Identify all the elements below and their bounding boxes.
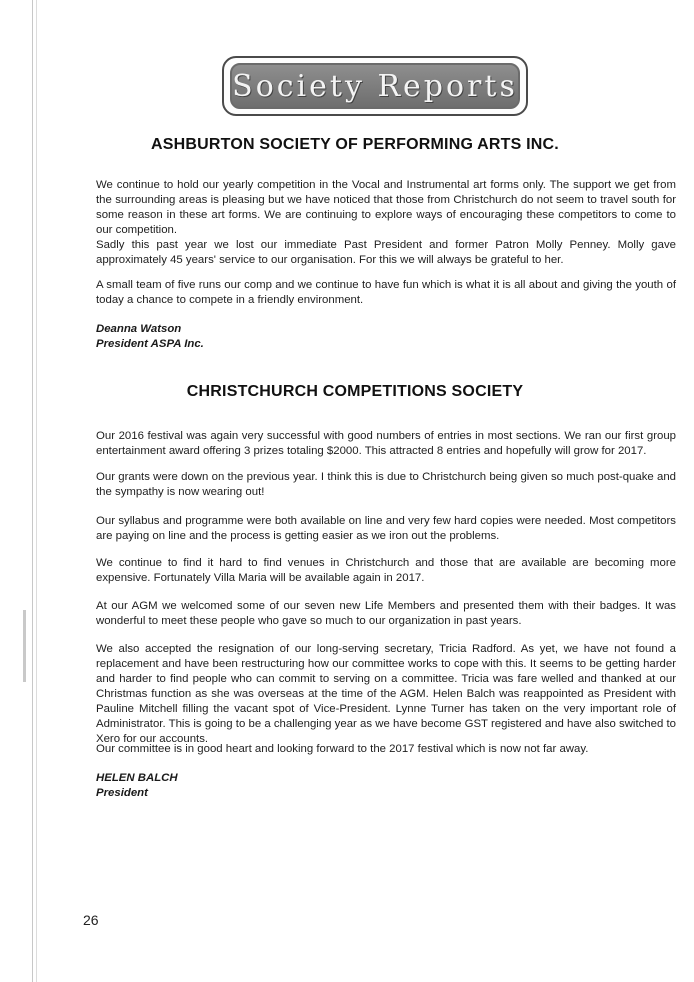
paragraph: Our committee is in good heart and looking forward to the 2017 festival which is now not far away. [96,743,589,755]
scan-edge-mark [23,610,26,682]
paragraph: Our 2016 festival was again very successful with good numbers of entries in most sections. We ran our first group entertainment award offering 3 prizes totaling $2000. This attracted 8 entries and hopefully will grow for 2017. [96,430,676,457]
paragraph: We continue to find it hard to find venues in Christchurch and those that are available are becoming more expensive. Fortunately Villa Maria will be available again in 2017. [96,557,676,584]
paragraph: Our syllabus and programme were both available on line and very few hard copies were needed. Most competitors are paying on line and the process is getting easier as we iron out the problems. [96,515,676,542]
signature-title: President ASPA Inc. [96,338,204,350]
signature-block [96,771,178,801]
section-heading-ashburton: ASHBURTON SOCIETY OF PERFORMING ARTS INC. [151,136,559,153]
signature-name: HELEN BALCH [96,772,178,784]
paragraph: A small team of five runs our comp and we continue to have fun which is what it is all about and giving the youth of today a chance to compete in a friendly environment. [96,279,676,306]
paragraph: We continue to hold our yearly competition in the Vocal and Instrumental art forms only. The support we get from the surrounding areas is pleasing but we have noticed that those from Christchurch do not seem to travel south for some reason in these art forms. We are continuing to explore ways of encouraging these competitors to come to our competition. [96,179,676,236]
paragraph: We also accepted the resignation of our long-serving secretary, Tricia Radford. As yet, we have not found a replacement and have been restructuring how our committee works to cope with this. It seems to be getting harder and harder to find people who can commit to serving on a committee. Tricia was fare welled and thanked at our Christmas function as she was overseas at the time of the AGM. Helen Balch was reappointed as President with Pauline Mitchell filling the vacant spot of Vice-President. Lynne Turner has taken on the very important role of Administrator. This is going to be a challenging year as we have become GST registered and have also switched to Xero for our accounts. [96,643,676,745]
signature-title: President [96,787,148,799]
banner-plate [230,63,520,109]
page-number: 26 [83,912,99,928]
signature-name: Deanna Watson [96,323,182,335]
paragraph: Our grants were down on the previous year. I think this is due to Christchurch being given so much post-quake and the sympathy is now wearing out! [96,471,676,498]
paragraph: Sadly this past year we lost our immediate Past President and former Patron Molly Penney. Molly gave approximately 45 years' service to our organisation. For this we will always be grateful to her. [96,239,676,266]
banner-title: Society Reports [232,68,518,104]
society-reports-banner [222,56,528,116]
paragraph: At our AGM we welcomed some of our seven new Life Members and presented them with their badges. It was wonderful to meet these people who gave so much to our organization in past years. [96,600,676,627]
signature-block [96,322,204,352]
section-heading-christchurch: CHRISTCHURCH COMPETITIONS SOCIETY [186,383,524,400]
